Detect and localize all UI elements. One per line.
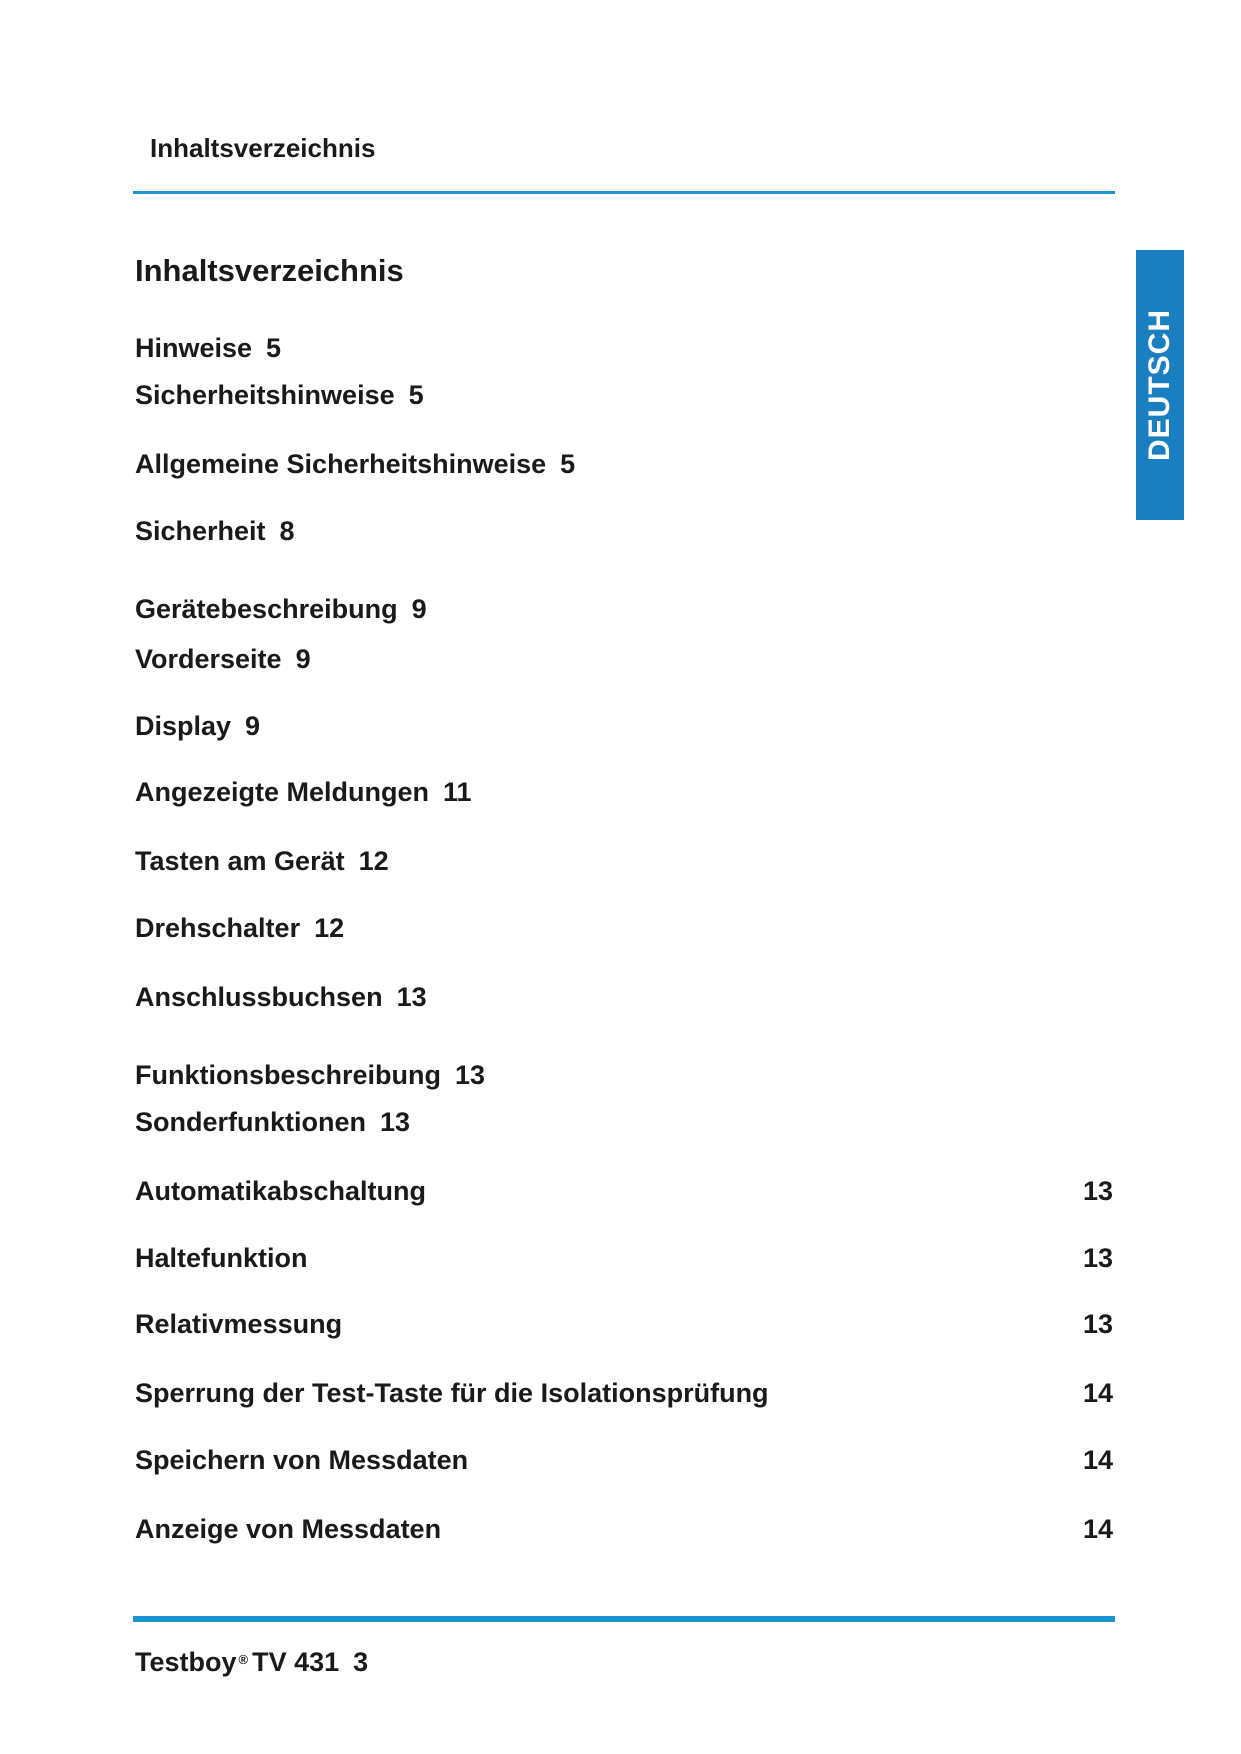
toc-entry-label: Anschlussbuchsen [135, 982, 383, 1012]
toc-entry-page: 9 [245, 711, 261, 741]
toc-entry-page: 12 [314, 913, 345, 943]
toc-entry-label: Funktionsbeschreibung [135, 1060, 442, 1090]
header-divider [133, 191, 1115, 194]
toc-entry-label: Hinweise [135, 333, 253, 363]
toc-entry-label: Sicherheit [135, 516, 266, 546]
toc-entry-page: 13 [1082, 1243, 1113, 1273]
toc-entry-page: 14 [1082, 1378, 1113, 1408]
toc-entry-label: Drehschalter [135, 913, 301, 943]
footer-model: TV 431 [252, 1647, 340, 1677]
footer-divider [133, 1616, 1115, 1622]
toc-entry-page: 9 [411, 594, 427, 624]
toc-entry[interactable] [135, 1375, 1115, 1411]
toc-entry[interactable] [135, 1104, 1115, 1140]
toc-title: Inhaltsverzeichnis [135, 253, 404, 288]
toc-entry-page: 13 [455, 1060, 486, 1090]
toc-entry-label: Gerätebeschreibung [135, 594, 398, 624]
toc-entry-page: 5 [408, 380, 424, 410]
toc-entry[interactable] [135, 330, 1115, 366]
toc-entry[interactable] [135, 843, 1115, 879]
toc-entry-page: 9 [295, 644, 311, 674]
toc-entry-page: 11 [443, 777, 472, 807]
registered-mark: ® [238, 1652, 249, 1667]
toc-entry[interactable] [135, 1173, 1115, 1209]
toc-entry-label: Automatikabschaltung [135, 1176, 427, 1206]
toc-entry[interactable] [135, 641, 1115, 677]
footer-brand: Testboy [135, 1647, 237, 1677]
toc-entry-label: Angezeigte Meldungen [135, 777, 430, 807]
toc-entry[interactable] [135, 708, 1115, 744]
toc-entry[interactable] [135, 446, 1115, 482]
language-tab [1136, 250, 1184, 520]
toc-entry-label: Speichern von Messdaten [135, 1445, 469, 1475]
toc-entry-label: Anzeige von Messdaten [135, 1514, 442, 1544]
toc-entry-page: 5 [266, 333, 282, 363]
toc-entry-page: 5 [560, 449, 576, 479]
toc-entry[interactable] [135, 1057, 1115, 1093]
toc-entry[interactable] [135, 979, 1115, 1015]
toc-entry-label: Allgemeine Sicherheitshinweise [135, 449, 547, 479]
toc-entry-label: Vorderseite [135, 644, 282, 674]
toc-entry-page: 13 [1082, 1309, 1113, 1339]
toc-entry[interactable] [135, 1442, 1115, 1478]
toc-entry-label: Display [135, 711, 232, 741]
toc-entry-page: 8 [279, 516, 295, 546]
toc-entry-page: 12 [358, 846, 389, 876]
toc-entry-page: 14 [1082, 1514, 1113, 1544]
toc-entry-page: 13 [1082, 1176, 1113, 1206]
page-header-title: Inhaltsverzeichnis [150, 133, 376, 163]
page-footer [135, 1644, 368, 1680]
toc-entry[interactable] [135, 1240, 1115, 1276]
toc-entry-page: 13 [380, 1107, 411, 1137]
toc-entry[interactable] [135, 377, 1115, 413]
toc-entry-label: Sicherheitshinweise [135, 380, 395, 410]
toc-entry[interactable] [135, 1306, 1115, 1342]
footer-page-number: 3 [353, 1647, 369, 1677]
toc-entry-label: Sperrung der Test-Taste für die Isolationsprüfung [135, 1378, 769, 1408]
toc-entry[interactable] [135, 513, 1115, 549]
toc-entry[interactable] [135, 774, 1115, 810]
toc-entry-label: Tasten am Gerät [135, 846, 345, 876]
toc-entry-page: 14 [1082, 1445, 1113, 1475]
toc-entry[interactable] [135, 1511, 1115, 1547]
toc-entry-label: Relativmessung [135, 1309, 343, 1339]
toc-entry[interactable] [135, 591, 1115, 627]
toc-entry-label: Sonderfunktionen [135, 1107, 366, 1137]
language-tab-label: DEUTSCH [1143, 308, 1176, 462]
toc-entry[interactable] [135, 910, 1115, 946]
toc-entry-label: Haltefunktion [135, 1243, 308, 1273]
toc-entry-page: 13 [396, 982, 427, 1012]
